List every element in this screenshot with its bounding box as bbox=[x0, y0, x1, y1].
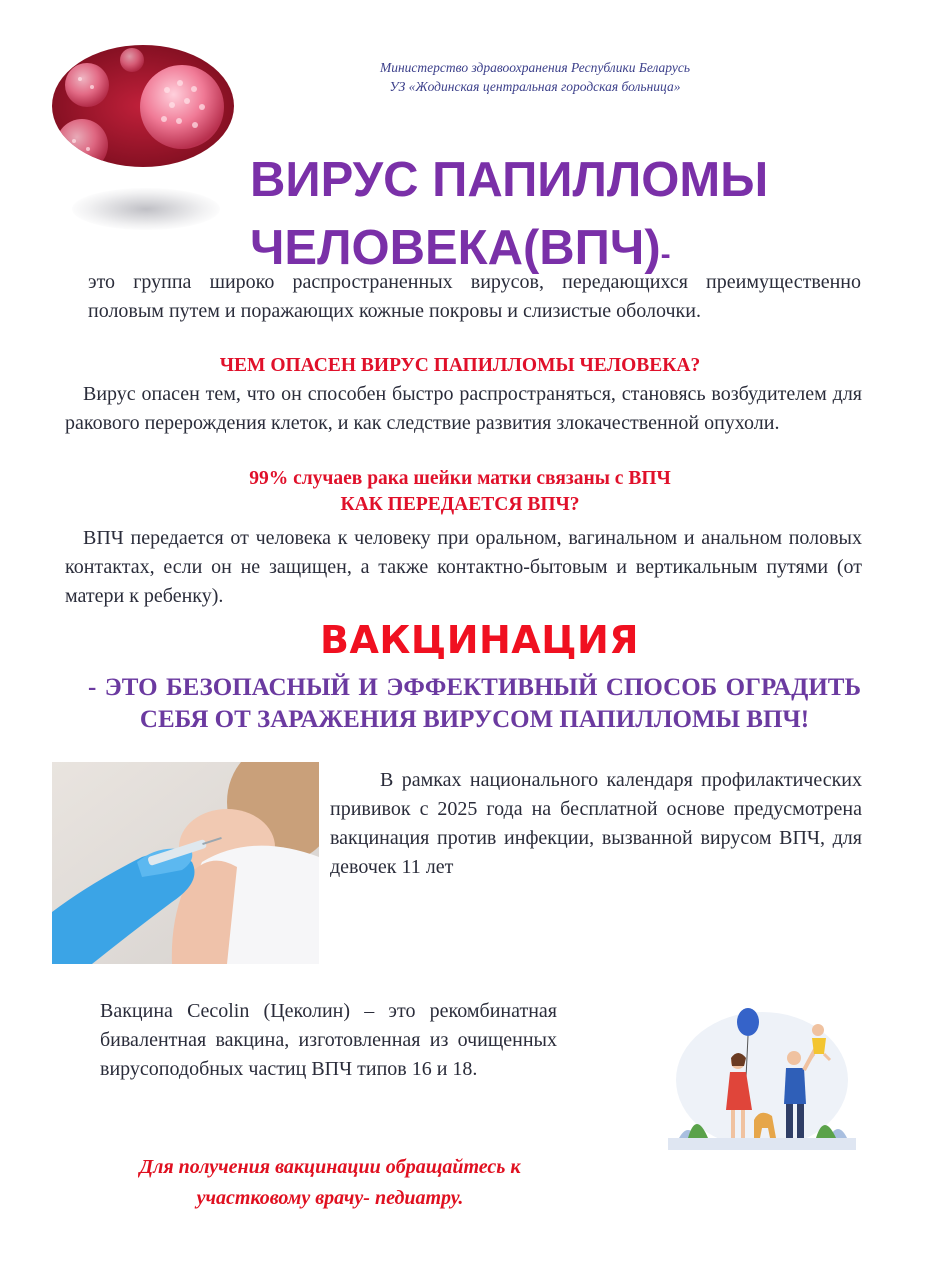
virus-particles-icon bbox=[52, 45, 234, 167]
statistic-heading: 99% случаев рака шейки матки связаны с ВПЧ bbox=[249, 468, 671, 489]
pediatrician-note: Для получения вакцинации обращайтесь к участковому врачу- педиатру. bbox=[139, 1156, 521, 1209]
ministry-header bbox=[300, 58, 770, 96]
virus-illustration bbox=[52, 45, 234, 167]
ministry-line-2: УЗ «Жодинская центральная городская больница» bbox=[389, 79, 681, 94]
danger-heading: ЧЕМ ОПАСЕН ВИРУС ПАПИЛЛОМЫ ЧЕЛОВЕКА? bbox=[219, 355, 701, 376]
transmission-heading: КАК ПЕРЕДАЕТСЯ ВПЧ? bbox=[340, 494, 580, 515]
illustration-shadow bbox=[72, 188, 220, 230]
vaccination-subtitle: - ЭТО БЕЗОПАСНЫЙ И ЭФФЕКТИВНЫЙ СПОСОБ ОГРАДИТЬ СЕБЯ ОТ ЗАРАЖЕНИЯ ВИРУСОМ ПАПИЛЛОМЫ ВПЧ! bbox=[88, 674, 861, 733]
child-vaccination-icon bbox=[52, 762, 319, 964]
title-dash: - bbox=[660, 238, 671, 271]
intro-paragraph: это группа широко распространенных вирусов, передающихся преимущественно половым путем и поражающих кожные покровы и слизистые оболочки. bbox=[88, 271, 861, 322]
family-with-balloon-icon bbox=[668, 1000, 856, 1150]
calendar-paragraph: В рамках национального календаря профилактических прививок с 2025 года на бесплатной основе предусмотрена вакцинация против инфекции, вызванной вирусом ВПЧ, для девочек 11 лет bbox=[330, 769, 862, 878]
vaccine-paragraph: Вакцина Cecolin (Цеколин) – это рекомбинатная бивалентная вакцина, изготовленная из очищенных вирусоподобных частиц ВПЧ типов 16 и 18. bbox=[100, 1000, 557, 1080]
title-line-1: ВИРУС ПАПИЛЛОМЫ bbox=[250, 153, 769, 207]
danger-paragraph: Вирус опасен тем, что он способен быстро распространяться, становясь возбудителем для ракового перерождения клеток, и как следствие развития злокачественной опухоли. bbox=[65, 383, 862, 434]
vaccination-photo bbox=[52, 762, 319, 964]
transmission-paragraph: ВПЧ передается от человека к человеку при оральном, вагинальном и анальном половых контактах, если он не защищен, а также контактно-бытовым и вертикальным путями (от матери к ребенку). bbox=[65, 527, 862, 607]
family-illustration bbox=[668, 1000, 856, 1150]
ministry-line-1: Министерство здравоохранения Республики Беларусь bbox=[379, 60, 691, 75]
title-line-2-text: ЧЕЛОВЕКА(ВПЧ) bbox=[250, 221, 661, 275]
vaccination-heading: ВАКЦИНАЦИЯ bbox=[320, 618, 640, 662]
